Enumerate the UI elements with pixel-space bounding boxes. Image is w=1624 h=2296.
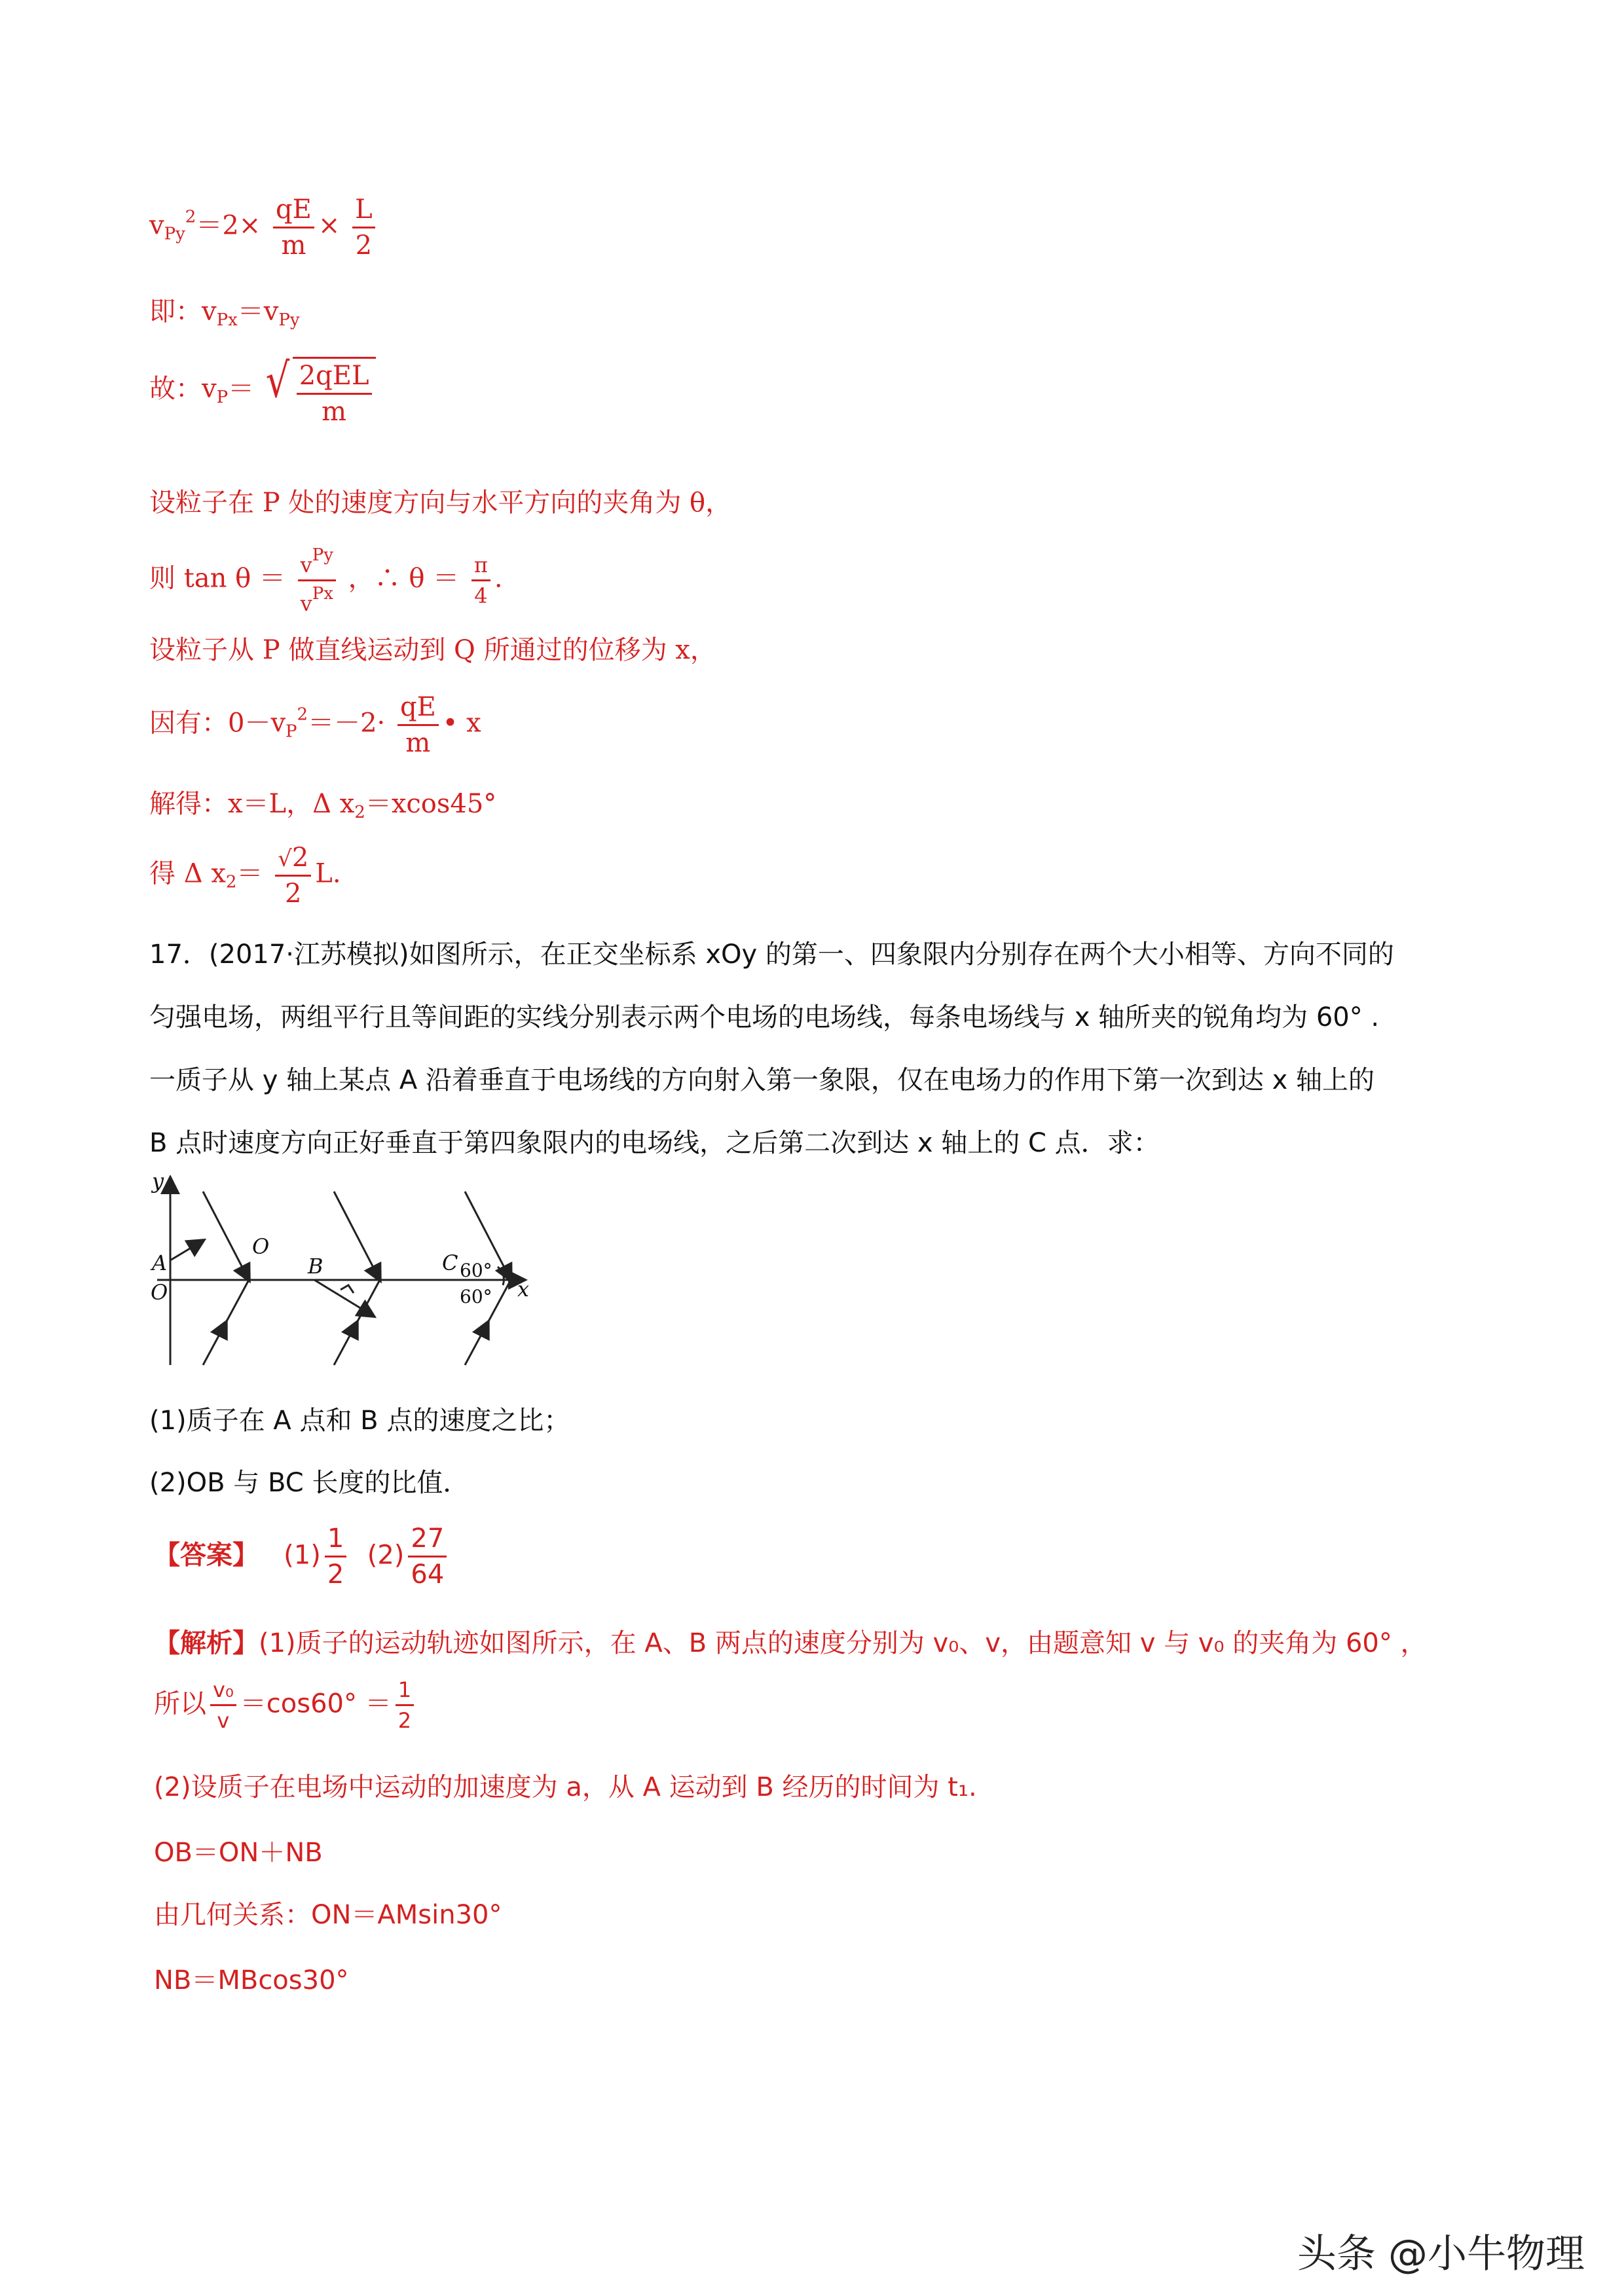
svg-text:O: O: [151, 1280, 168, 1305]
svg-text:C: C: [442, 1250, 458, 1275]
analysis-line6: NB＝MBcos30°: [154, 1965, 349, 1995]
watermark-text: 头条 @小牛物理: [1297, 2231, 1585, 2277]
analysis-line5: 由几何关系：ON＝AMsin30°: [154, 1900, 502, 1930]
svg-text:O: O: [252, 1234, 270, 1259]
svg-text:60°: 60°: [460, 1260, 492, 1281]
svg-text:A: A: [152, 1250, 168, 1275]
eq-vp: 故：$v_P=$ √ $\frac{\text{2qEL}}{m}$: [149, 357, 376, 425]
eq-vpy-squared: $v_{Py}^2=2\times$ $\frac{qE}{m}$ × $\frac{L}{2}$: [149, 196, 379, 259]
analysis-line2: 所以 $\frac{\text{v₀}}{v}$ ＝cos60° ＝ $\frac{1}{2}$: [154, 1679, 418, 1731]
fraction-l-2: $\frac{L}{2}$: [352, 196, 375, 259]
svg-text:y: y: [152, 1175, 164, 1194]
fraction-qe-m: $\frac{qE}{m}$: [273, 196, 314, 259]
eq-energy: 因有：$0-v_P^2=-2\cdot$ $\frac{qE}{m}$ • x: [149, 692, 481, 758]
eq-delta-x2: 得 Δ $x_2=$ $\frac{√2}{2}$ L.: [149, 843, 341, 909]
text-angle-theta: 设粒子在 P 处的速度方向与水平方向的夹角为 θ，: [149, 488, 732, 518]
analysis-line4: OB＝ON＋NB: [154, 1838, 323, 1868]
question-part2: (2)OB 与 BC 长度的比值．: [149, 1468, 470, 1498]
eq-tan-theta: 则 tan θ ＝ $\frac{v^{Py}}{v^{Px}}$ ，∴ θ ＝ $\frac{\pi}{4}$ .: [149, 545, 503, 616]
svg-text:60°: 60°: [460, 1286, 492, 1307]
svg-text:B: B: [308, 1254, 323, 1279]
sqrt-expression: √ $\frac{\text{2qEL}}{m}$: [263, 357, 376, 425]
question-stem: 17．(2017·江苏模拟)如图所示，在正交坐标系 xOy 的第一、四象限内分别存在两个大小相等、方向不同的 匀强电场，两组平行且等间距的实线分别表示两个电场的电场线，每条电场线与 x 轴所夹的锐角均为 60° . 一质子从 y 轴上某点 A 沿着垂直于电场线的方向射入第一象限，仅在电场力的作用下第一次到达 x 轴上的 B 点时速度方向正好垂直于第四象限内的电场线，之后第二次到达 x 轴上的 C 点．求：: [149, 939, 1394, 1158]
svg-text:x: x: [517, 1277, 530, 1302]
eq-vpx-equals-vpy: 即：$v_{Px}=v_{Py}$: [149, 297, 300, 330]
analysis-line3: (2)设质子在电场中运动的加速度为 a，从 A 运动到 B 经历的时间为 t₁.: [154, 1772, 977, 1802]
question-part1: (1)质子在 A 点和 B 点的速度之比；: [149, 1406, 570, 1436]
eq-solution-x: 解得：x＝L，Δ $x_2=xcos45^\circ$: [149, 789, 497, 822]
answer-block: 【答案】 (1) $\frac{1}{2}$ (2) $\frac{27}{64}$: [154, 1525, 451, 1588]
electric-field-figure: [144, 1175, 550, 1372]
analysis-line1: 【解析】(1)质子的运动轨迹如图所示，在 A、B 两点的速度分别为 v₀、v，由题意知 v 与 v₀ 的夹角为 60° ，: [154, 1628, 1427, 1658]
text-displacement-x: 设粒子从 P 做直线运动到 Q 所通过的位移为 x，: [149, 635, 716, 665]
